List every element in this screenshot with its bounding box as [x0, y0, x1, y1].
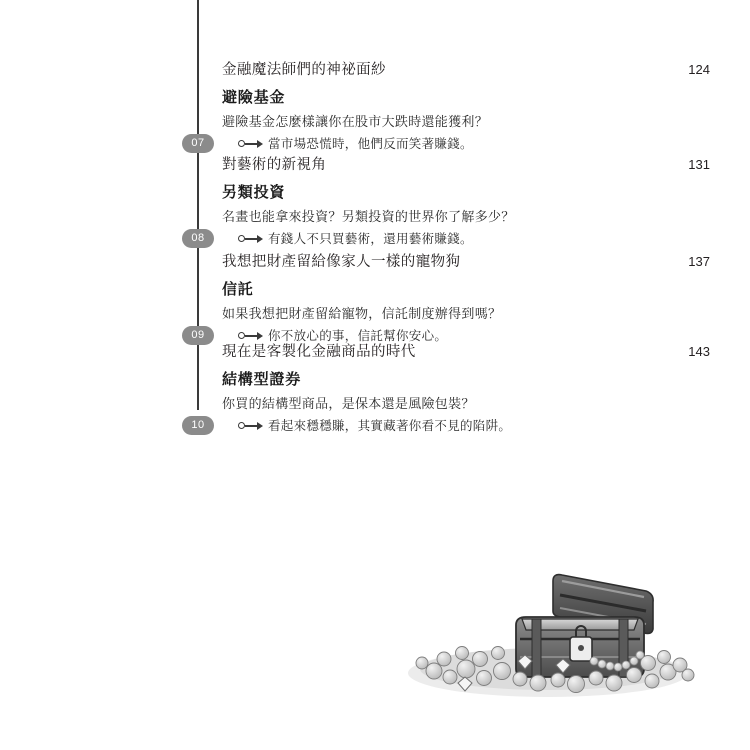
- arrow-bullet-icon: [238, 420, 264, 432]
- entry-title: 避險基金: [222, 89, 286, 106]
- chapter-number-badge: 10: [182, 416, 214, 435]
- entry-page-number: 131: [688, 157, 710, 172]
- entry-quote-row: [238, 135, 710, 154]
- entry-head: [222, 252, 710, 274]
- chapter-number-badge: 08: [182, 229, 214, 248]
- entry-head: [222, 60, 710, 82]
- entry-title: 結構型證券: [222, 371, 302, 388]
- entry-title: 信託: [222, 281, 254, 298]
- entry-description: 你買的結構型商品，是保本還是風險包裝？: [222, 395, 475, 411]
- entry-quote: 當市場恐慌時，他們反而笑著賺錢。: [268, 136, 473, 151]
- arrow-bullet-icon: [238, 138, 264, 150]
- entry-lead: 我想把財產留給像家人一樣的寵物狗: [222, 254, 461, 270]
- entry-quote-row: [238, 417, 710, 436]
- entry-description: 如果我想把財產留給寵物，信託制度辦得到嗎？: [222, 305, 502, 321]
- toc-entry[interactable]: [0, 342, 750, 436]
- toc-entry[interactable]: [0, 60, 750, 154]
- entry-lead: 對藝術的新視角: [222, 157, 327, 173]
- treasure-chest-illustration: [398, 565, 708, 700]
- entry-lead: 金融魔法師們的神祕面紗: [222, 62, 386, 78]
- entry-description: 避險基金怎麼樣讓你在股市大跌時還能獲利？: [222, 113, 489, 129]
- entry-head: [222, 155, 710, 177]
- entry-page-number: 124: [688, 62, 710, 77]
- entry-title: 另類投資: [222, 184, 286, 201]
- entry-head: [222, 342, 710, 364]
- entry-lead: 現在是客製化金融商品的時代: [222, 344, 416, 360]
- entry-quote: 看起來穩穩賺，其實藏著你看不見的陷阱。: [268, 418, 512, 433]
- entry-quote: 你不放心的事，信託幫你安心。: [268, 328, 448, 343]
- entry-page-number: 143: [688, 344, 710, 359]
- toc-entry[interactable]: [0, 252, 750, 346]
- entry-page-number: 137: [688, 254, 710, 269]
- chapter-number-badge: 07: [182, 134, 214, 153]
- entry-quote: 有錢人不只買藝術，還用藝術賺錢。: [268, 231, 473, 246]
- arrow-bullet-icon: [238, 330, 264, 342]
- entry-description: 名畫也能拿來投資？另類投資的世界你了解多少？: [222, 208, 515, 224]
- chapter-number-badge: 09: [182, 326, 214, 345]
- arrow-bullet-icon: [238, 233, 264, 245]
- toc-entry[interactable]: [0, 155, 750, 249]
- entry-quote-row: [238, 230, 710, 249]
